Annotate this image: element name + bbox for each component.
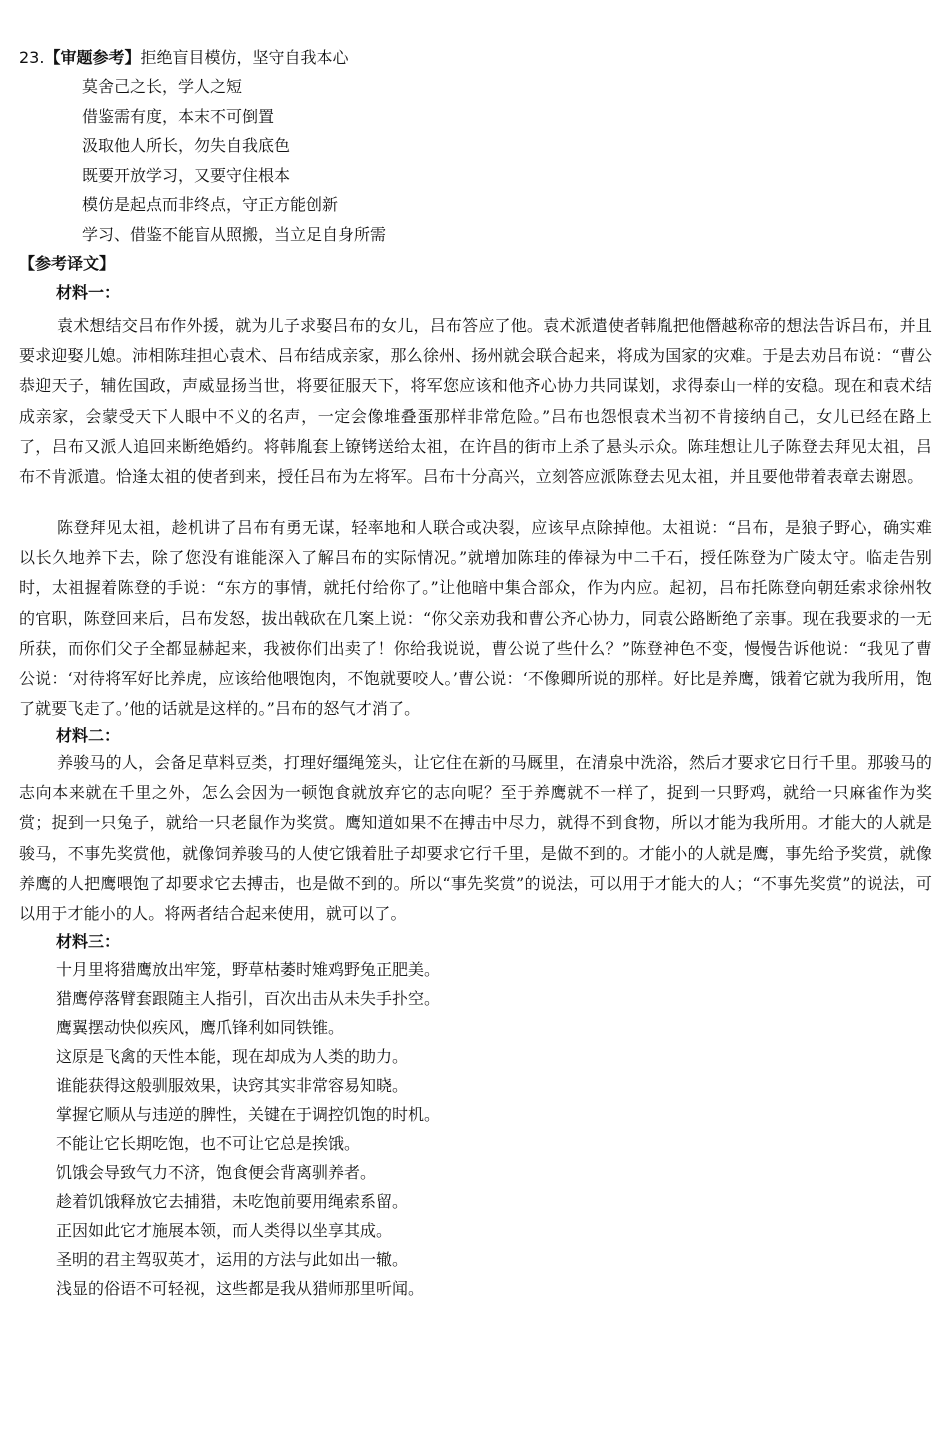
poem-line-10: 正因如此它才施展本领，而人类得以坐享其成。 [56, 1221, 393, 1240]
material-1-paragraph-1: 袁术想结交吕布作外援，就为儿子求娶吕布的女儿，吕布答应了他。袁术派遣使者韩胤把他僭越称帝的想法告诉吕布，并且要求迎娶儿媳。沛相陈珪担心袁术、吕布结成亲家，那么徐州、扬州就会联合起来，将成为国家的灾难。于是去劝吕布说：“曹公恭迎天子，辅佐国政，声威显扬当世，将要征服天下，将军您应该和他齐心协力共同谋划，求得泰山一样的安稳。现在和袁术结成亲家，会蒙受天下人眼中不义的名声，一定会像堆叠蛋那样非常危险。”吕布也怨恨袁术当初不肯接纳自己，女儿已经在路上了，吕布又派人追回来断绝婚约。将韩胤套上镣铐送给太祖，在许昌的街市上杀了悬头示众。陈珪想让儿子陈登去拜见太祖，吕布不肯派遣。恰逢太祖的使者到来，授任吕布为左将军。吕布十分高兴，立刻答应派陈登去见太祖，并且要他带着表章去谢恩。 [19, 316, 932, 487]
poem-line-11: 圣明的君主驾驭英才，运用的方法与此如出一辙。 [56, 1250, 409, 1269]
question-23-header [19, 48, 348, 68]
poem-line-7: 不能让它长期吃饱，也不可让它总是挨饿。 [56, 1134, 361, 1153]
translation-heading: 【参考译文】 [19, 254, 116, 273]
idea-option-5: 模仿是起点而非终点，守正方能创新 [82, 195, 339, 214]
poem-line-12: 浅显的俗语不可轻视，这些都是我从猎师那里听闻。 [56, 1279, 425, 1298]
material-2-label: 材料二： [56, 726, 121, 745]
material-3-label: 材料三： [56, 932, 121, 951]
idea-option-6: 学习、借鉴不能盲从照搬，当立足自身所需 [82, 225, 387, 244]
poem-line-2: 猎鹰停落臂套跟随主人指引，百次出击从未失手扑空。 [56, 989, 441, 1008]
idea-option-3: 汲取他人所长，勿失自我底色 [82, 136, 291, 155]
material-2-paragraph: 养骏马的人，会备足草料豆类，打理好缰绳笼头，让它住在新的马厩里，在清泉中洗浴，然后才要求它日行千里。那骏马的志向本来就在千里之外，怎么会因为一顿饱食就放弃它的志向呢？至于养鹰就不一样了，捉到一只野鸡，就给一只麻雀作为奖赏；捉到一只兔子，就给一只老鼠作为奖赏。鹰知道如果不在搏击中尽力，就得不到食物，所以才能为我所用。才能大的人就是骏马，不事先奖赏他，就像饲养骏马的人使它饿着肚子却要求它行千里，是做不到的。才能小的人就是鹰，事先给予奖赏，就像养鹰的人把鹰喂饱了却要求它去搏击，也是做不到的。所以“事先奖赏”的说法，可以用于才能大的人；“不事先奖赏”的说法，可以用于才能小的人。将两者结合起来使用，就可以了。 [19, 753, 932, 924]
poem-line-8: 饥饿会导致气力不济，饱食便会背离驯养者。 [56, 1163, 377, 1182]
poem-line-3: 鹰翼摆动快似疾风，鹰爪锋利如同铁锥。 [56, 1018, 345, 1037]
poem-line-5: 谁能获得这般驯服效果，诀窍其实非常容易知晓。 [56, 1076, 409, 1095]
material-1-label: 材料一： [56, 283, 121, 302]
question-tag: 【审题参考】 [44, 48, 141, 67]
poem-line-4: 这原是飞禽的天性本能，现在却成为人类的助力。 [56, 1047, 409, 1066]
poem-line-1: 十月里将猎鹰放出牢笼，野草枯萎时雉鸡野兔正肥美。 [56, 960, 441, 979]
question-number: 23. [19, 48, 45, 67]
material-1-paragraph-2: 陈登拜见太祖，趁机讲了吕布有勇无谋，轻率地和人联合或决裂，应该早点除掉他。太祖说：“吕布，是狼子野心，确实难以长久地养下去，除了您没有谁能深入了解吕布的实际情况。”就增加陈珪的俸禄为中二千石，授任陈登为广陵太守。临走告别时，太祖握着陈登的手说：“东方的事情，就托付给你了。”让他暗中集合部众，作为内应。起初，吕布托陈登向朝廷索求徐州牧的官职，陈登回来后，吕布发怒，拔出戟砍在几案上说：“你父亲劝我和曹公齐心协力，同袁公路断绝了亲事。现在我要求的一无所获，而你们父子全都显赫起来，我被你们出卖了！你给我说说，曹公说了些什么？”陈登神色不变，慢慢告诉他说：“我见了曹公说：‘对待将军好比养虎，应该给他喂饱肉，不饱就要咬人。’曹公说：‘不像卿所说的那样。好比是养鹰，饿着它就为我所用，饱了就要飞走了。’他的话就是这样的。”吕布的怒气才消了。 [19, 518, 932, 719]
idea-option-4: 既要开放学习，又要守住根本 [82, 166, 291, 185]
idea-option-2: 借鉴需有度，本末不可倒置 [82, 107, 275, 126]
poem-line-6: 掌握它顺从与违逆的脾性，关键在于调控饥饱的时机。 [56, 1105, 441, 1124]
poem-line-9: 趁着饥饿释放它去捕猎，未吃饱前要用绳索系留。 [56, 1192, 409, 1211]
question-main-idea: 拒绝盲目模仿，坚守自我本心 [140, 48, 349, 67]
idea-option-1: 莫舍己之长，学人之短 [82, 77, 243, 96]
